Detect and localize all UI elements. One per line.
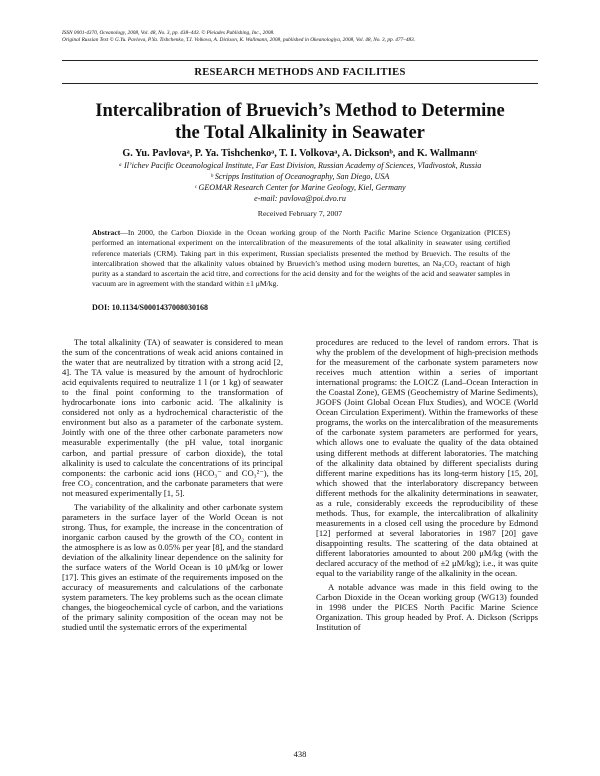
contact-email[interactable]: e-mail: pavlova@poi.dvo.ru [254,194,346,203]
left-column [62,337,283,636]
top-rule [62,60,538,61]
author-list: G. Yu. Pavlovaᵃ, P. Ya. Tishchenkoᵃ, T. I. Volkovaᵃ, A. Dicksonᵇ, and K. Wallmannᶜ [122,148,478,159]
received-date: Received February 7, 2007 [257,209,343,218]
header-line-2: Original Russian Text © G.Yu. Pavlova, P.Ya. Tishchenko, T.I. Volkova, A. Dickson, K. Wallmann, 2008, published in Okeanologiya, 2008, Vol. 48, No. 3, pp. 477–483. [62,37,416,44]
paragraph: The variability of the alkalinity and other carbonate system parameters in the surface layer of the World Ocean is not strong. Thus, for example, the increase in the concentration of inorganic carbon caused by the growth of the CO₂ content in the atmosphere is as low as 0.05% per year [8], and the standard deviation of the alkalinity linear dependence on the salinity for the surface waters of the World Ocean is 10 μM/kg or lower [17]. This gives an estimate of the requirements imposed on the accuracy of measurements and calculations of the carbonate system parameters. The key problems such as the ocean climate changes, the biogeochemical cycle of carbon, and the variations of the primary salinity composition of the ocean may not be studied until the systematic errors of the experimental [62,501,283,633]
section-heading: RESEARCH METHODS AND FACILITIES [194,67,406,78]
abstract-text: —In 2000, the Carbon Dioxide in the Ocean working group of the North Pacific Marine Science Organization (PICES) performed an international experiment on the intercalibration of the measurements of the total alkalinity in seawater using certified reference materials (CRM). Taking part in this experiment, Russian specialists presented the method by Bruevich. The results of the intercalibration showed that the alkalinity values obtained by Bruevich’s method using modern burettes, an Na₂CO₃ reactant of high purity as a standard to ascertain the acid titre, and corrections for the acid density and for the weights of the acid and seawater samples in vacuum are in agreement with the standard within ±1 μM/kg. [92,228,510,289]
section-rule [62,83,538,84]
article-title [62,101,538,144]
journal-header [62,30,415,45]
doi[interactable]: DOI: 10.1134/S0001437008030168 [92,303,209,312]
title-line-1: Intercalibration of Bruevich’s Method to Determine [95,101,505,121]
paragraph: A notable advance was made in this field owing to the Carbon Dioxide in the Ocean working group (WG13) founded in 1998 under the PICES North Pacific Marine Science Organization. This group headed by Prof. A. Dickson (Scripps Institution of [316,582,538,633]
paragraph: procedures are reduced to the level of random errors. That is why the problem of the development of high-precision methods for the measurement of the carbonate system parameters now receives much attention within a series of important international programs: the LOICZ (Land–Ocean Interaction in the Coastal Zone), GEMS (Geochemistry of Marine Sediments), JGOFS (Joint Global Ocean Flux Studies), and WOCE (World Ocean Circulation Experiment). Within the frameworks of these programs, the works on the intercalibration of the measurements of the carbonate system parameters are performed for years, which allows one to evaluate the quality of the data obtained using different methods at different laboratories. The matching of the alkalinity data obtained by different specialists during different marine expeditions has its long-term history [15, 20], which showed that the interlaboratory discrepancy between different methods for the alkalinity determinations in seawater, as a rule, considerably exceeds the reproducibility of these methods. Thus, for example, the intercalibration of alkalinity measurements in a closed cell using the procedure by Edmond [12] performed at several laboratories in 1987 [20] gave disappointing results. The scattering of the data obtained at different laboratories amounted to about 200 μM/kg (with the declared accuracy of the method of ±2 μM/kg); i.e., it was quite equal to the variability range of the alkalinity in the ocean. [316,337,538,579]
header-line-1: ISSN 0001-4370, Oceanology, 2008, Vol. 48, No. 3, pp. 438–443. © Pleiades Publishing, Inc., 2008. [62,30,275,36]
title-line-2: the Total Alkalinity in Seawater [175,122,425,143]
right-column [316,337,538,636]
affiliation-c: ᶜ GEOMAR Research Center for Marine Geology, Kiel, Germany [194,183,406,192]
page-number: 438 [293,749,307,759]
abstract [92,228,510,290]
affiliation-b: ᵇ Scripps Institution of Oceanography, San Diego, USA [210,172,390,181]
affiliation-a: ᵃ Il’ichev Pacific Oceanological Institute, Far East Division, Russian Academy of Sciences, Vladivostok, Russia [118,161,482,170]
abstract-label: Abstract [92,228,121,237]
paragraph: The total alkalinity (TA) of seawater is considered to mean the sum of the concentrations of weak acid anions contained in the water that are neutralized by titration with a strong acid [2, 4]. The TA value is measured by the amount of hydrochloric acid equivalents required to neutralize 1 l (or 1 kg) of seawater to the final point conforming to the transformation of hydrocarbonate ions into carbonic acid. The alkalinity is considered not only as a hydrochemical characteristic of the environment but also as a parameter of the carbonate system. Jointly with one of the three other carbonate parameters now measurable experimentally (the pH value, total inorganic carbon, and partial pressure of carbon dioxide), the total alkalinity is used to calculate the concentrations of its principal components: the carbonic acid ions (HCO₃⁻ and CO₃²⁻), the free CO₂ concentration, and the carbonate parameters that were not measured experimentally [1, 5]. [62,337,283,498]
